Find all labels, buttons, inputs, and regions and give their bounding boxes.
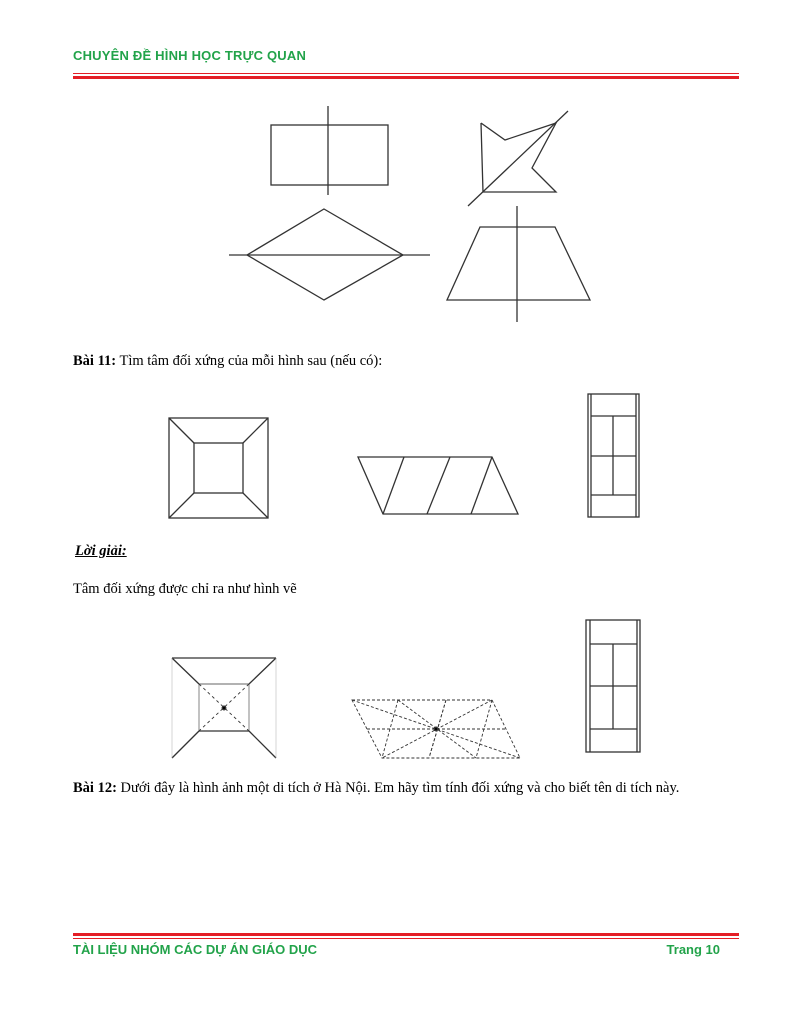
exercise-11-text: Tìm tâm đối xứng của mỗi hình sau (nếu có): — [116, 353, 383, 369]
exercise-12-paragraph — [73, 780, 679, 797]
exercise-11-label: Bài 11: — [73, 353, 117, 369]
square-frame-figure — [169, 418, 268, 518]
trapezoid-with-axis-figure — [447, 206, 590, 322]
solution-heading: Lời giải: — [75, 543, 127, 559]
arrow-shape-with-axis-figure — [468, 111, 568, 206]
solution-text: Tâm đối xứng được chỉ ra như hình vẽ — [73, 581, 297, 597]
exercise-12-text: Dưới đây là hình ảnh một di tích ở Hà Nội. Em hãy tìm tính đối xứng và cho biết tên di tích này. — [116, 780, 680, 796]
header-title: CHUYÊN ĐỀ HÌNH HỌC TRỰC QUAN — [73, 48, 307, 63]
rectangle-with-axis-figure — [271, 106, 388, 195]
exercise-11-paragraph — [73, 353, 382, 370]
window-frame-solution-figure — [586, 620, 640, 752]
footer-rule-thick — [73, 933, 739, 936]
exercise-12-label: Bài 12: — [73, 780, 117, 796]
rhombus-with-axis-figure — [229, 209, 430, 300]
footer-rule-thin — [73, 938, 739, 939]
footer-left-text: TÀI LIỆU NHÓM CÁC DỰ ÁN GIÁO DỤC — [73, 942, 318, 957]
square-frame-solution-figure — [172, 658, 276, 758]
parallelogram-solution-figure — [352, 700, 520, 758]
page-number: Trang 10 — [666, 942, 720, 957]
window-frame-figure — [588, 394, 639, 517]
parallelogram-strip-figure — [358, 457, 518, 514]
